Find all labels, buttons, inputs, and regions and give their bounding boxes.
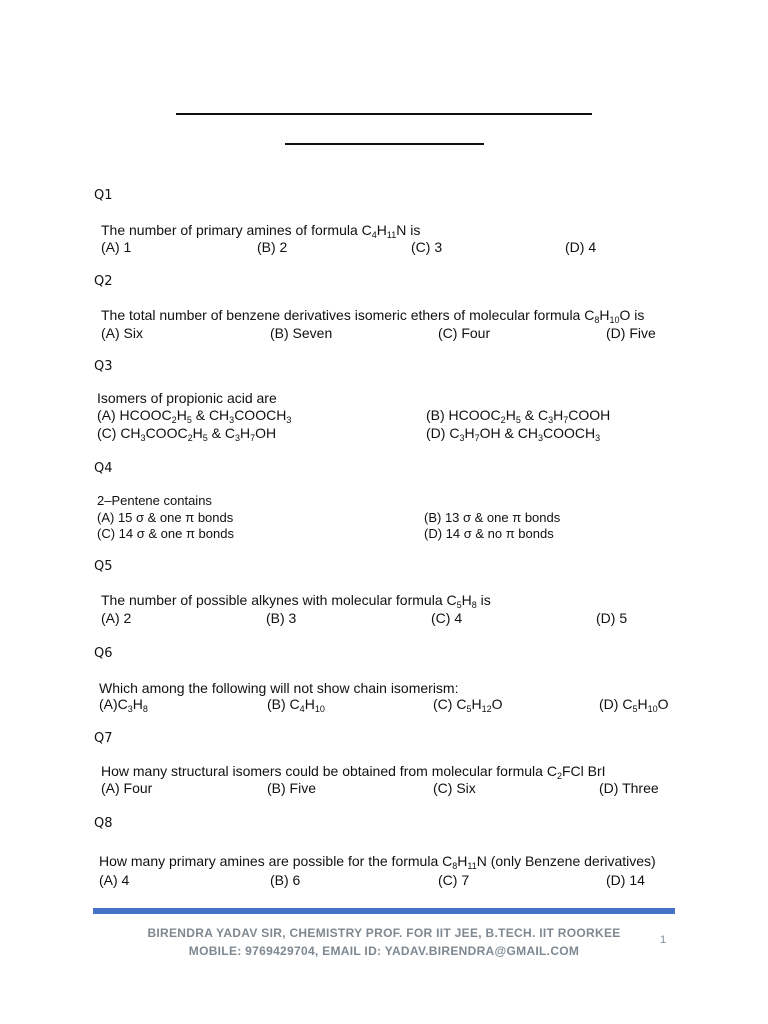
option-q8-b: (B) 6 bbox=[270, 872, 301, 888]
option-q3-d: (D) $C_3H_7OH$ & $CH_3COOCH_3$ bbox=[426, 425, 601, 443]
option-q6-a: $(A)C_3H_8$ bbox=[99, 696, 148, 714]
question-label-q7: Q7 bbox=[94, 731, 113, 746]
option-q1-a: (A) 1 bbox=[101, 239, 132, 255]
option-q4-c: (C) 14 σ & one π bonds bbox=[97, 526, 234, 541]
option-q2-d: (D) Five bbox=[606, 325, 656, 341]
option-q4-d: (D) 14 σ & no π bonds bbox=[424, 526, 554, 541]
title-rule-bottom bbox=[285, 143, 484, 145]
option-q7-b: (B) Five bbox=[267, 780, 316, 796]
question-label-q1: Q1 bbox=[94, 188, 113, 203]
question-stem-q1: The number of primary amines of formula $C_4H_{11}N$ is bbox=[101, 222, 421, 240]
page-number: 1 bbox=[660, 934, 667, 946]
option-q2-c: (C) Four bbox=[438, 325, 491, 341]
option-q7-a: (A) Four bbox=[101, 780, 153, 796]
question-stem-q5: The number of possible alkynes with molecular formula $C_5H_8$ is bbox=[101, 592, 491, 610]
option-q8-d: (D) 14 bbox=[606, 872, 645, 888]
question-label-q6: Q6 bbox=[94, 646, 113, 661]
option-q6-d: (D) $C_5H_{10}O$ bbox=[599, 696, 669, 714]
question-label-q8: Q8 bbox=[94, 816, 113, 831]
option-q3-b: (B) $HCOOC_2H_5$ & $C_3H_7COOH$ bbox=[426, 407, 611, 425]
option-q5-c: (C) 4 bbox=[431, 610, 463, 626]
question-stem-q4: 2–Pentene contains bbox=[97, 493, 212, 508]
question-stem-q2: The total number of benzene derivatives isomeric ethers of molecular formula $C_8H_{10}O$ is bbox=[101, 307, 645, 325]
question-stem-q8: How many primary amines are possible for the formula $C_8H_{11}N$ (only Benzene derivatives) bbox=[99, 853, 656, 871]
footer-bar bbox=[93, 908, 675, 914]
question-stem-q7: How many structural isomers could be obtained from molecular formula $C_2FCl$ BrI bbox=[101, 763, 606, 781]
option-q7-d: (D) Three bbox=[599, 780, 659, 796]
option-q2-a: (A) Six bbox=[101, 325, 143, 341]
question-stem-q3: Isomers of propionic acid are bbox=[97, 390, 277, 406]
option-q1-c: (C) 3 bbox=[411, 239, 443, 255]
footer-author-line: BIRENDRA YADAV SIR, CHEMISTRY PROF. FOR IIT JEE, B.TECH. IIT ROORKEE bbox=[147, 926, 621, 940]
option-q5-d: (D) 5 bbox=[596, 610, 628, 626]
option-q7-c: (C) Six bbox=[433, 780, 476, 796]
question-label-q2: Q2 bbox=[94, 274, 113, 289]
option-q5-a: (A) 2 bbox=[101, 610, 132, 626]
option-q1-b: (B) 2 bbox=[257, 239, 288, 255]
option-q6-b: (B) $C_4H_{10}$ bbox=[267, 696, 325, 714]
option-q3-a: (A) $HCOOC_2H_5$ & $CH_3COOCH_3$ bbox=[97, 407, 292, 425]
title-rule-top bbox=[176, 113, 592, 115]
option-q3-c: (C) $CH_3COOC_2H_5$ & $C_3H_7OH$ bbox=[97, 425, 277, 443]
option-q4-a: (A) 15 σ & one π bonds bbox=[97, 510, 234, 525]
question-stem-q6: Which among the following will not show chain isomerism: bbox=[99, 680, 459, 696]
option-q8-c: (C) 7 bbox=[438, 872, 470, 888]
option-q2-b: (B) Seven bbox=[270, 325, 333, 341]
footer bbox=[93, 924, 675, 960]
option-q1-d: (D) 4 bbox=[565, 239, 597, 255]
option-q6-c: (C) $C_5H_{12}O$ bbox=[433, 696, 503, 714]
option-q4-b: (B) 13 σ & one π bonds bbox=[424, 510, 561, 525]
question-label-q5: Q5 bbox=[94, 559, 113, 574]
option-q8-a: (A) 4 bbox=[99, 872, 130, 888]
question-label-q3: Q3 bbox=[94, 359, 113, 374]
question-label-q4: Q4 bbox=[94, 461, 113, 476]
footer-contact-line: MOBILE: 9769429704, EMAIL ID: YADAV.BIRENDRA@GMAIL.COM bbox=[188, 944, 580, 958]
option-q5-b: (B) 3 bbox=[266, 610, 297, 626]
